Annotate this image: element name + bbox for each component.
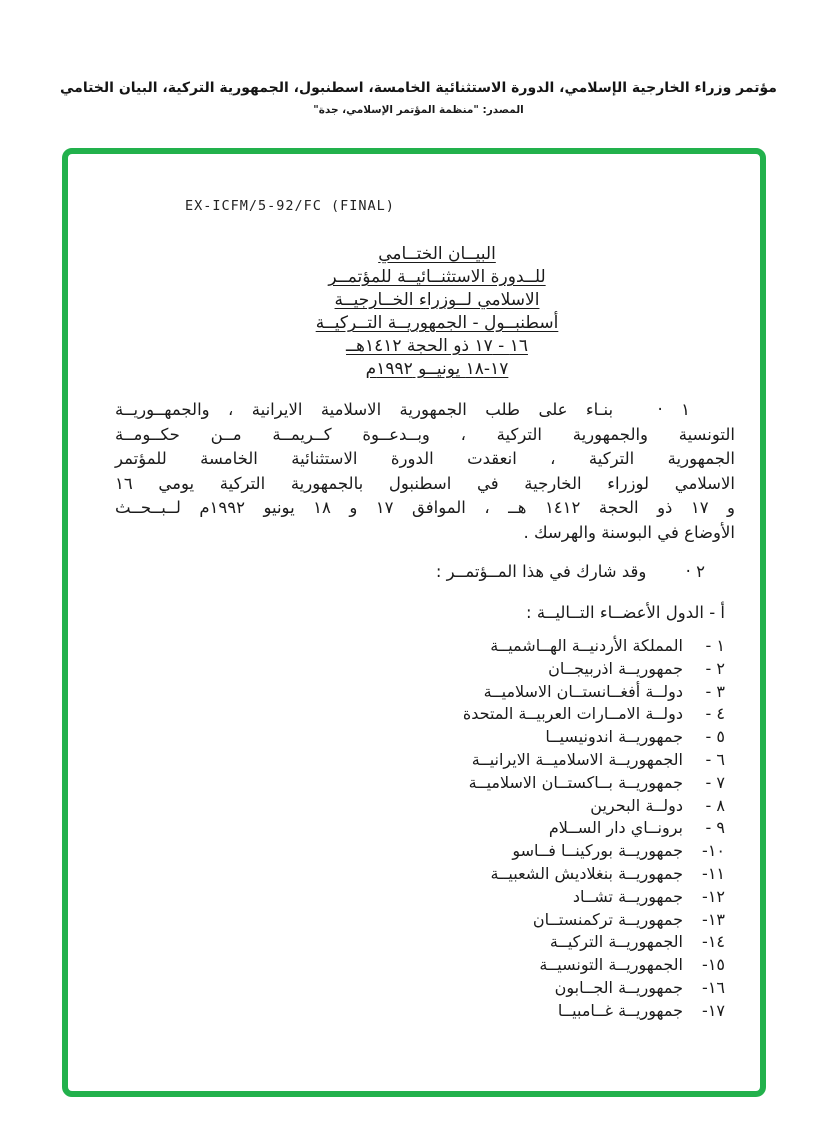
list-item-11 [463,863,725,886]
title-line-3: الاسلامي لــوزراء الخــارجيــة [334,290,540,310]
green-highlight-frame [62,148,766,1097]
paragraph-1-line-1 [115,398,735,423]
list-item-4 [463,703,725,726]
paragraph-1-line-2: التونسية والجمهورية التركية ، وبــدعــوة كــريمــة مــن حكــومــة [115,424,735,444]
list-item-8 [463,795,725,818]
item-number: ٧ - [705,772,725,792]
list-item-2 [463,658,725,681]
paragraph-1-number: ١ · [657,400,690,419]
paragraph-1-line-6: الأوضاع في البوسنة والهرسك . [523,522,735,542]
country-name: جمهوريــة تشــاد [572,886,683,906]
title-line-5: ١٦ - ١٧ ذو الحجة ١٤١٢هــ [346,336,528,356]
paragraph-1-line-4: الاسلامي لوزراء الخارجية في اسطنبول بالجمهورية التركية يومي ١٦ [115,473,735,493]
item-number: ١٠- [702,841,725,861]
header-title: مؤتمر وزراء الخارجية الإسلامي، الدورة الاستثنائية الخامسة، اسطنبول، الجمهورية التركية، البيان الختامي [60,80,777,96]
member-states-list [463,635,725,1023]
paragraph-1-line-5: و ١٧ ذو الحجة ١٤١٢ هــ ، الموافق ١٧ و ١٨ يونيو ١٩٩٢م لــبــحــث [115,498,736,517]
item-number: ٦ - [705,749,725,769]
list-item-12 [463,886,725,909]
list-item-13 [463,909,725,932]
list-item-3 [463,681,725,704]
item-number: ١ - [705,636,725,655]
item-number: ١٧- [702,1000,725,1020]
list-item-17 [463,1000,725,1023]
item-number: ١٥- [702,955,725,975]
country-name: جمهوريــة بــاكستــان الاسلاميــة [468,772,683,792]
document-header [0,80,837,116]
document-title-block [68,243,760,381]
item-number: ١٦- [702,977,725,997]
country-name: جمهوريــة تركمنستــان [532,909,683,929]
paragraph-1-line-3: الجمهورية التركية ، انعقدت الدورة الاستثنائية الخامسة للمؤتمر [115,449,735,468]
list-item-5 [463,726,725,749]
title-line-2: للــدورة الاستثنــائيــة للمؤتمــر [328,267,546,287]
item-number: ٤ - [705,704,725,724]
paragraph-2 [436,560,705,584]
country-name: دولــة البحرين [590,795,683,815]
title-lines [316,243,559,381]
list-item-9 [463,817,725,840]
list-item-15 [463,954,725,977]
item-number: ١١- [702,863,725,883]
list-item-16 [463,977,725,1000]
item-number: ٨ - [705,795,725,815]
item-number: ١٤- [702,932,725,952]
country-name: دولــة الامــارات العربيــة المتحدة [462,704,683,724]
country-name: جمهوريــة غــامبيــا [557,1000,683,1020]
list-item-14 [463,931,725,954]
item-number: ٣ - [705,681,725,701]
paragraph-2-number: ٢ · [685,562,705,581]
country-name: المملكة الأردنيــة الهــاشميــة [490,636,683,655]
country-name: برونــاي دار الســلام [548,818,683,838]
section-a-heading: أ - الدول الأعضــاء التــاليــة : [526,603,725,622]
country-name: جمهوريــة اندونيسيــا [545,727,683,747]
item-number: ٥ - [705,727,725,747]
title-line-1: البيــان الختــامي [378,244,496,264]
paragraph-1 [115,398,735,545]
title-line-6: ١٧-١٨ يونيــو ١٩٩٢م [365,359,509,379]
item-number: ١٣- [702,909,725,929]
list-item-1 [463,635,725,658]
item-number: ٢ - [705,658,725,678]
header-source: المصدر: "منظمة المؤتمر الإسلامي، جدة" [313,104,524,116]
country-name: جمهوريــة بنغلاديش الشعبيــة [490,863,683,883]
country-name: الجمهوريــة التركيــة [549,932,683,952]
country-name: جمهوريــة الجــابون [554,977,683,997]
country-name: دولــة أفغــانستــان الاسلاميــة [483,681,683,701]
list-item-10 [463,840,725,863]
item-number: ١٢- [702,886,725,906]
country-name: الجمهوريــة التونسيــة [539,955,683,975]
country-name: جمهوريــة اذربيجــان [548,658,683,678]
document-reference-number: EX-ICFM/5-92/FC (FINAL) [185,198,395,214]
list-item-6 [463,749,725,772]
paragraph-2-text: وقد شارك في هذا المــؤتمــر : [435,562,647,581]
paragraph-1-text: بنـاء على طلب الجمهورية الاسلامية الايرانية ، والجمهــوريــة [115,400,614,419]
list-item-7 [463,772,725,795]
country-name: جمهوريــة بوركينــا فــاسو [512,841,683,861]
item-number: ٩ - [705,818,725,838]
title-line-4: أسطنبــول - الجمهوريــة التــركيــة [315,313,559,333]
country-name: الجمهوريــة الاسلاميــة الايرانيــة [471,749,683,769]
